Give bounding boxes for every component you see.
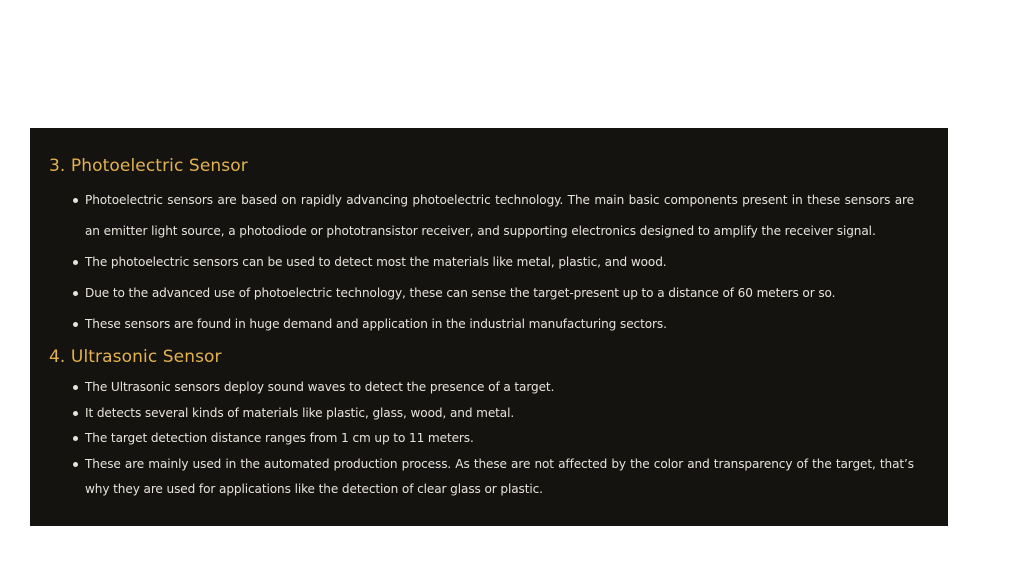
section-title-photoelectric: 3. Photoelectric Sensor bbox=[49, 156, 248, 176]
photoelectric-bullet-list bbox=[49, 185, 914, 340]
list-item: Photoelectric sensors are based on rapidly advancing photoelectric technology. The main basic components present in these sensors are an emitter light source, a photodiode or phototransistor receiver, and supporting electronics designed to amplify the receiver signal. bbox=[49, 185, 914, 247]
list-item: Due to the advanced use of photoelectric technology, these can sense the target-present up to a distance of 60 meters or so. bbox=[49, 278, 914, 309]
list-item: It detects several kinds of materials like plastic, glass, wood, and metal. bbox=[49, 401, 914, 427]
list-item: These are mainly used in the automated production process. As these are not affected by the color and transparency of the target, that’s why they are used for applications like the detection of clear glass or plastic. bbox=[49, 452, 914, 503]
list-item: The photoelectric sensors can be used to detect most the materials like metal, plastic, and wood. bbox=[49, 247, 914, 278]
list-item: The target detection distance ranges from 1 cm up to 11 meters. bbox=[49, 426, 914, 452]
section-title-ultrasonic: 4. Ultrasonic Sensor bbox=[49, 347, 222, 367]
list-item: The Ultrasonic sensors deploy sound waves to detect the presence of a target. bbox=[49, 375, 914, 401]
list-item: These sensors are found in huge demand and application in the industrial manufacturing sectors. bbox=[49, 309, 914, 340]
ultrasonic-bullet-list bbox=[49, 375, 914, 503]
content-panel bbox=[30, 128, 948, 526]
